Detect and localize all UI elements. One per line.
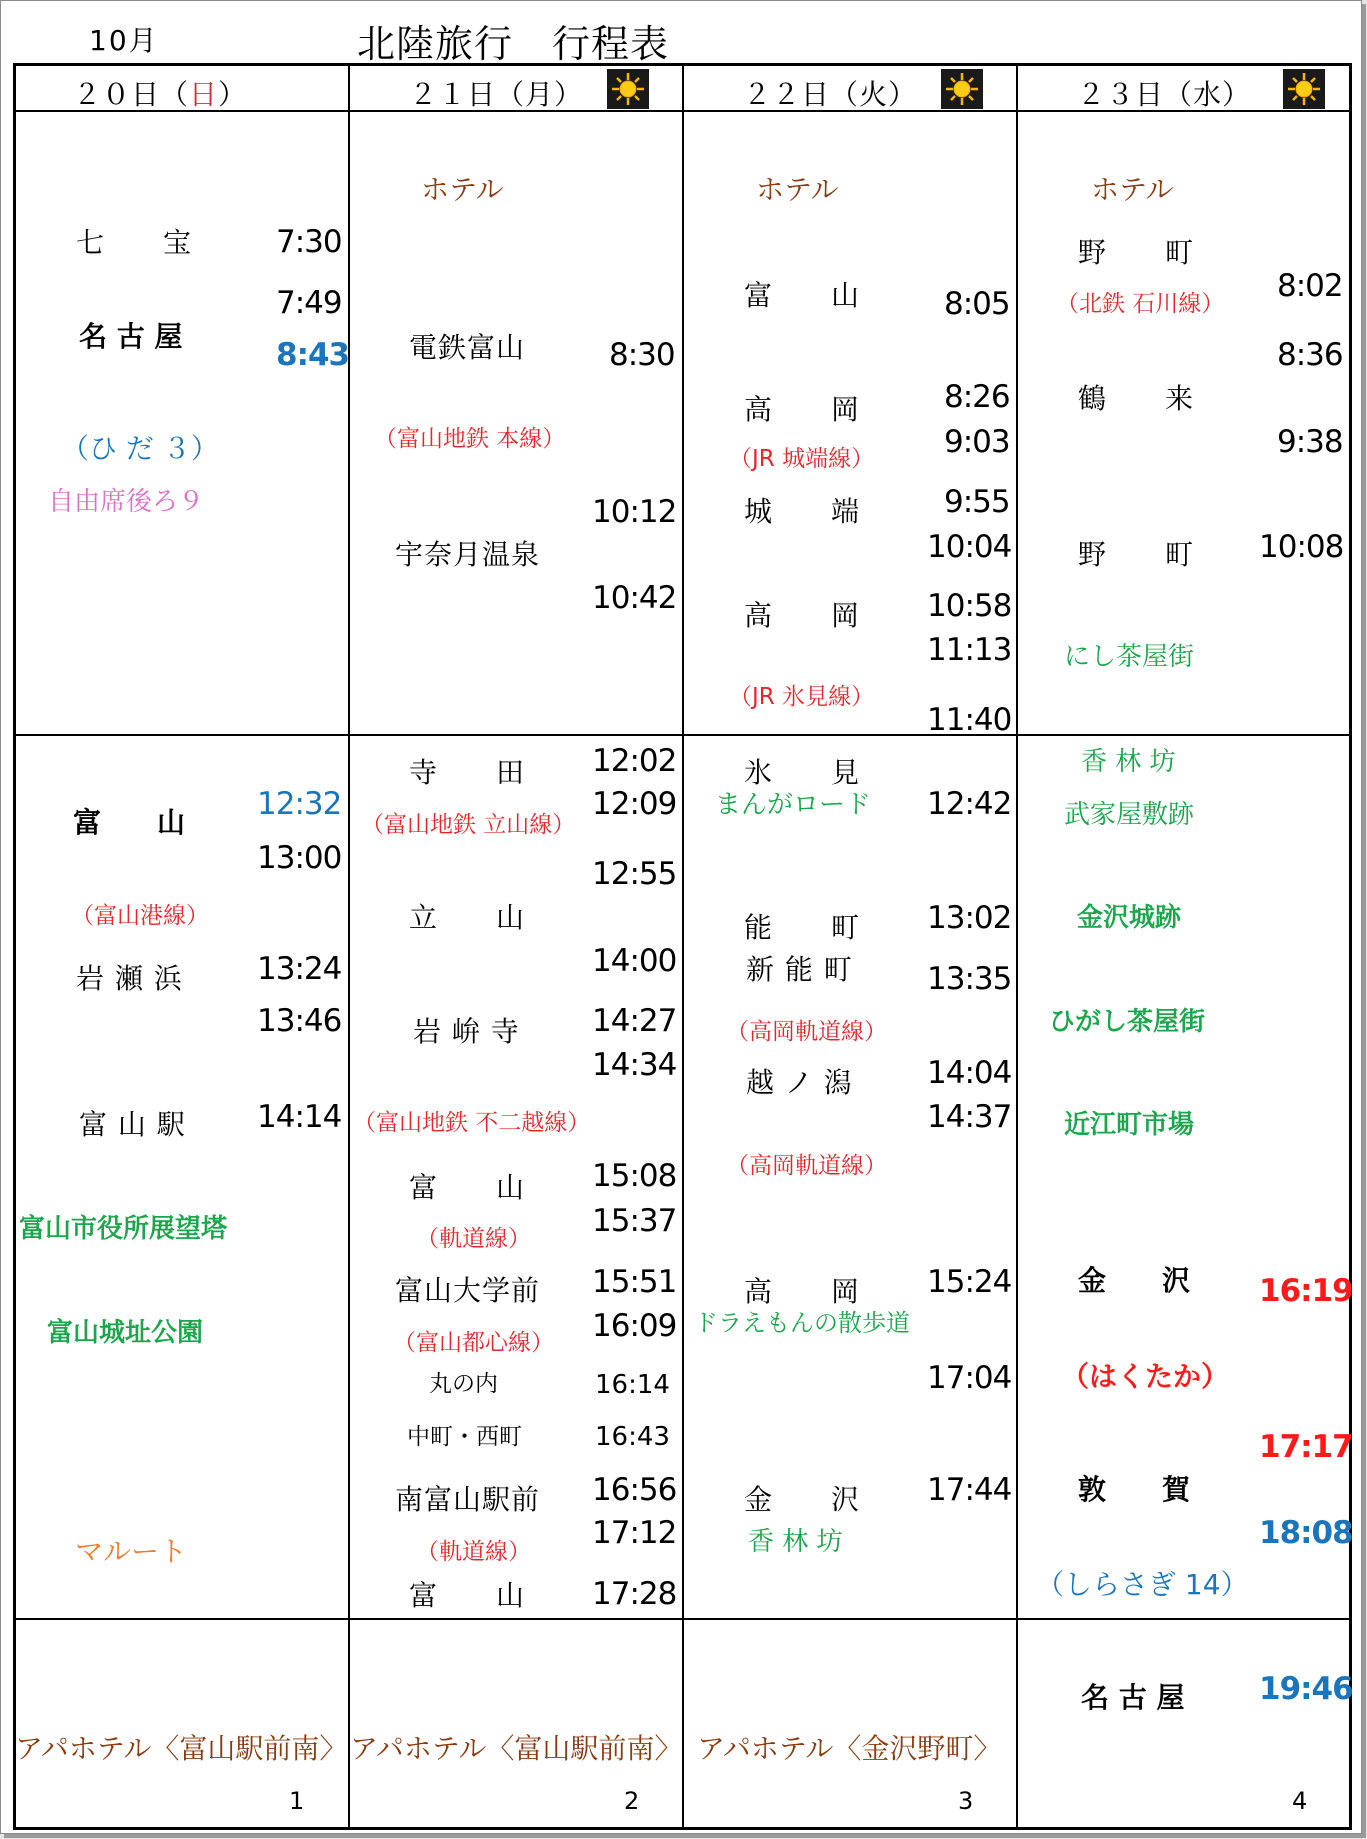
day-header-21: ２１日（月） [409, 78, 584, 111]
time-label: 12:32 [257, 786, 342, 822]
time-label: 16:09 [592, 1308, 677, 1344]
station-label: 高 岡 [744, 599, 861, 632]
station-label: 富 山 [409, 1171, 526, 1204]
station-label: 越 ノ 潟 [746, 1066, 853, 1099]
sight-label: にし茶屋街 [1064, 642, 1195, 672]
station-label: 高 岡 [744, 393, 861, 426]
sight-label: 富山市役所展望塔 [19, 1214, 228, 1244]
time-label: 11:40 [927, 702, 1012, 738]
time-label: 9:38 [1277, 424, 1343, 460]
train-name: （はくたか） [1061, 1360, 1230, 1393]
time-label: 11:13 [927, 632, 1012, 668]
rail-line-label: （高岡軌道線） [726, 1153, 887, 1179]
time-label: 15:51 [592, 1264, 677, 1300]
time-label: 15:37 [592, 1203, 677, 1239]
time-label: 12:42 [927, 786, 1012, 822]
time-label: 8:43 [276, 337, 350, 373]
time-label: 13:46 [257, 1003, 342, 1039]
time-label: 15:24 [927, 1264, 1012, 1300]
time-label: 14:27 [592, 1003, 677, 1039]
time-label: 13:00 [257, 840, 342, 876]
time-label: 10:58 [927, 588, 1012, 624]
hotel-stay: アパホテル〈富山駅前南〉 [350, 1732, 683, 1765]
time-label: 7:49 [276, 285, 342, 321]
sight-label: ひがし茶屋街 [1049, 1007, 1206, 1037]
time-label: 13:24 [257, 951, 342, 987]
station-label: 富 山 [409, 1579, 526, 1612]
time-label: 16:19 [1259, 1273, 1353, 1309]
time-label: 8:02 [1277, 268, 1343, 304]
station-label: 丸の内 [429, 1371, 498, 1397]
rail-line-label: （軌道線） [416, 1539, 531, 1565]
month-label: 10月 [89, 24, 159, 57]
time-label: 15:08 [592, 1158, 677, 1194]
station-label: 城 端 [744, 495, 861, 528]
time-label: 14:00 [592, 943, 677, 979]
time-label: 12:09 [592, 786, 677, 822]
sun-icon [607, 69, 649, 109]
rail-line-label: （富山都心線） [393, 1330, 554, 1356]
time-label: 8:30 [609, 337, 675, 373]
station-label: 高 岡 [744, 1275, 861, 1308]
time-label: 18:08 [1259, 1515, 1353, 1551]
station-label: 岩 瀬 浜 [76, 962, 183, 995]
day-header-23: ２３日（水） [1077, 78, 1252, 111]
rail-line-label: （富山地鉄 立山線） [361, 812, 576, 838]
station-label: 南富山駅前 [395, 1483, 541, 1516]
station-label: 富 山 [73, 806, 186, 839]
time-label: 17:04 [927, 1360, 1012, 1396]
seat-note: 自由席後ろ９ [48, 487, 205, 517]
sun-icon [941, 69, 983, 109]
hotel-stay: アパホテル〈金沢野町〉 [697, 1732, 1002, 1765]
sight-label: 近江町市場 [1064, 1110, 1195, 1140]
station-label: 野 町 [1078, 538, 1195, 571]
row-divider [15, 1618, 1350, 1620]
time-label: 14:34 [592, 1047, 677, 1083]
station-label: 七 宝 [76, 226, 193, 259]
time-label: 10:08 [1259, 529, 1344, 565]
station-label: 電鉄富山 [409, 331, 526, 364]
rail-line-label: （富山地鉄 本線） [374, 426, 566, 452]
row-divider [15, 734, 1350, 736]
station-label: 富 山 [744, 279, 861, 312]
time-label: 10:12 [592, 494, 677, 530]
time-label: 9:03 [944, 424, 1010, 460]
time-label: 7:30 [276, 224, 342, 260]
rail-line-label: （富山港線） [71, 903, 209, 929]
day-date-close: ） [218, 78, 248, 111]
rail-line-label: （JR 氷見線） [729, 684, 875, 710]
time-label: 14:04 [927, 1055, 1012, 1091]
sight-label: 香 林 坊 [748, 1527, 843, 1557]
sight-label: 香 林 坊 [1081, 747, 1176, 777]
time-label: 16:14 [595, 1370, 670, 1400]
time-label: 19:46 [1259, 1671, 1353, 1707]
page-title: 北陸旅行 行程表 [357, 22, 670, 66]
column-divider [682, 64, 684, 1829]
sight-label: まんがロード [715, 790, 872, 820]
station-label: 能 町 [744, 911, 861, 944]
day-header-22: ２２日（火） [743, 78, 918, 111]
time-label: 14:14 [257, 1099, 342, 1135]
weekday-sunday: 日 [189, 78, 219, 111]
time-label: 16:43 [595, 1422, 670, 1452]
time-label: 10:04 [927, 529, 1012, 565]
time-label: 13:02 [927, 900, 1012, 936]
hotel-label: ホテル [421, 173, 504, 206]
time-label: 10:42 [592, 580, 677, 616]
rail-line-label: （軌道線） [416, 1226, 531, 1252]
page-number: 2 [624, 1787, 640, 1815]
time-label: 13:35 [927, 961, 1012, 997]
sun-icon [1283, 69, 1325, 109]
hotel-stay: アパホテル〈富山駅前南〉 [15, 1732, 348, 1765]
station-label: 寺 田 [409, 756, 526, 789]
page-number: 4 [1292, 1787, 1308, 1815]
day-date-text: ２０日（ [73, 78, 190, 111]
time-label: 12:02 [592, 743, 677, 779]
station-label: 宇奈月温泉 [395, 538, 541, 571]
rail-line-label: （JR 城端線） [729, 446, 875, 472]
station-label: 野 町 [1078, 236, 1195, 269]
hotel-label: ホテル [756, 173, 839, 206]
rail-line-label: （北鉄 石川線） [1056, 291, 1225, 317]
train-name: （しらさぎ 14） [1036, 1568, 1249, 1601]
station-label: 敦 賀 [1078, 1473, 1191, 1506]
sight-label: 富山城址公園 [47, 1318, 204, 1348]
station-label: 氷 見 [744, 756, 861, 789]
time-label: 17:17 [1259, 1429, 1353, 1465]
station-label: 新 能 町 [746, 953, 853, 986]
column-divider [348, 64, 350, 1829]
station-label: 中町・西町 [407, 1424, 522, 1450]
time-label: 8:05 [944, 286, 1010, 322]
station-label: 名 古 屋 [79, 320, 183, 353]
sight-label: 武家屋敷跡 [1064, 800, 1195, 830]
time-label: 8:26 [944, 379, 1010, 415]
day-header-20 [73, 73, 247, 113]
time-label: 14:37 [927, 1099, 1012, 1135]
station-label: 富山大学前 [395, 1274, 541, 1307]
page-number: 3 [958, 1787, 974, 1815]
time-label: 17:44 [927, 1472, 1012, 1508]
column-divider [1016, 64, 1018, 1829]
station-label: 鶴 来 [1078, 382, 1195, 415]
time-label: 12:55 [592, 856, 677, 892]
station-label: 名 古 屋 [1081, 1681, 1185, 1714]
hotel-label: ホテル [1091, 173, 1174, 206]
station-label: 立 山 [409, 901, 526, 934]
time-label: 9:55 [944, 484, 1010, 520]
time-label: 16:56 [592, 1472, 677, 1508]
sight-label: ドラえもんの散歩道 [694, 1309, 910, 1337]
time-label: 8:36 [1277, 337, 1343, 373]
time-label: 17:28 [592, 1576, 677, 1612]
station-label: 岩 峅 寺 [413, 1015, 520, 1048]
station-label: 金 沢 [1078, 1264, 1191, 1297]
rail-line-label: （富山地鉄 不二越線） [353, 1110, 591, 1136]
station-label: 富 山 駅 [79, 1108, 186, 1141]
station-label: 金 沢 [744, 1483, 861, 1516]
train-name: （ひ だ ３） [61, 432, 219, 465]
rail-line-label: （高岡軌道線） [726, 1019, 887, 1045]
sight-label: 金沢城跡 [1077, 903, 1182, 933]
time-label: 17:12 [592, 1515, 677, 1551]
maruto-label: マルート [75, 1535, 188, 1568]
page-number: 1 [289, 1787, 305, 1815]
